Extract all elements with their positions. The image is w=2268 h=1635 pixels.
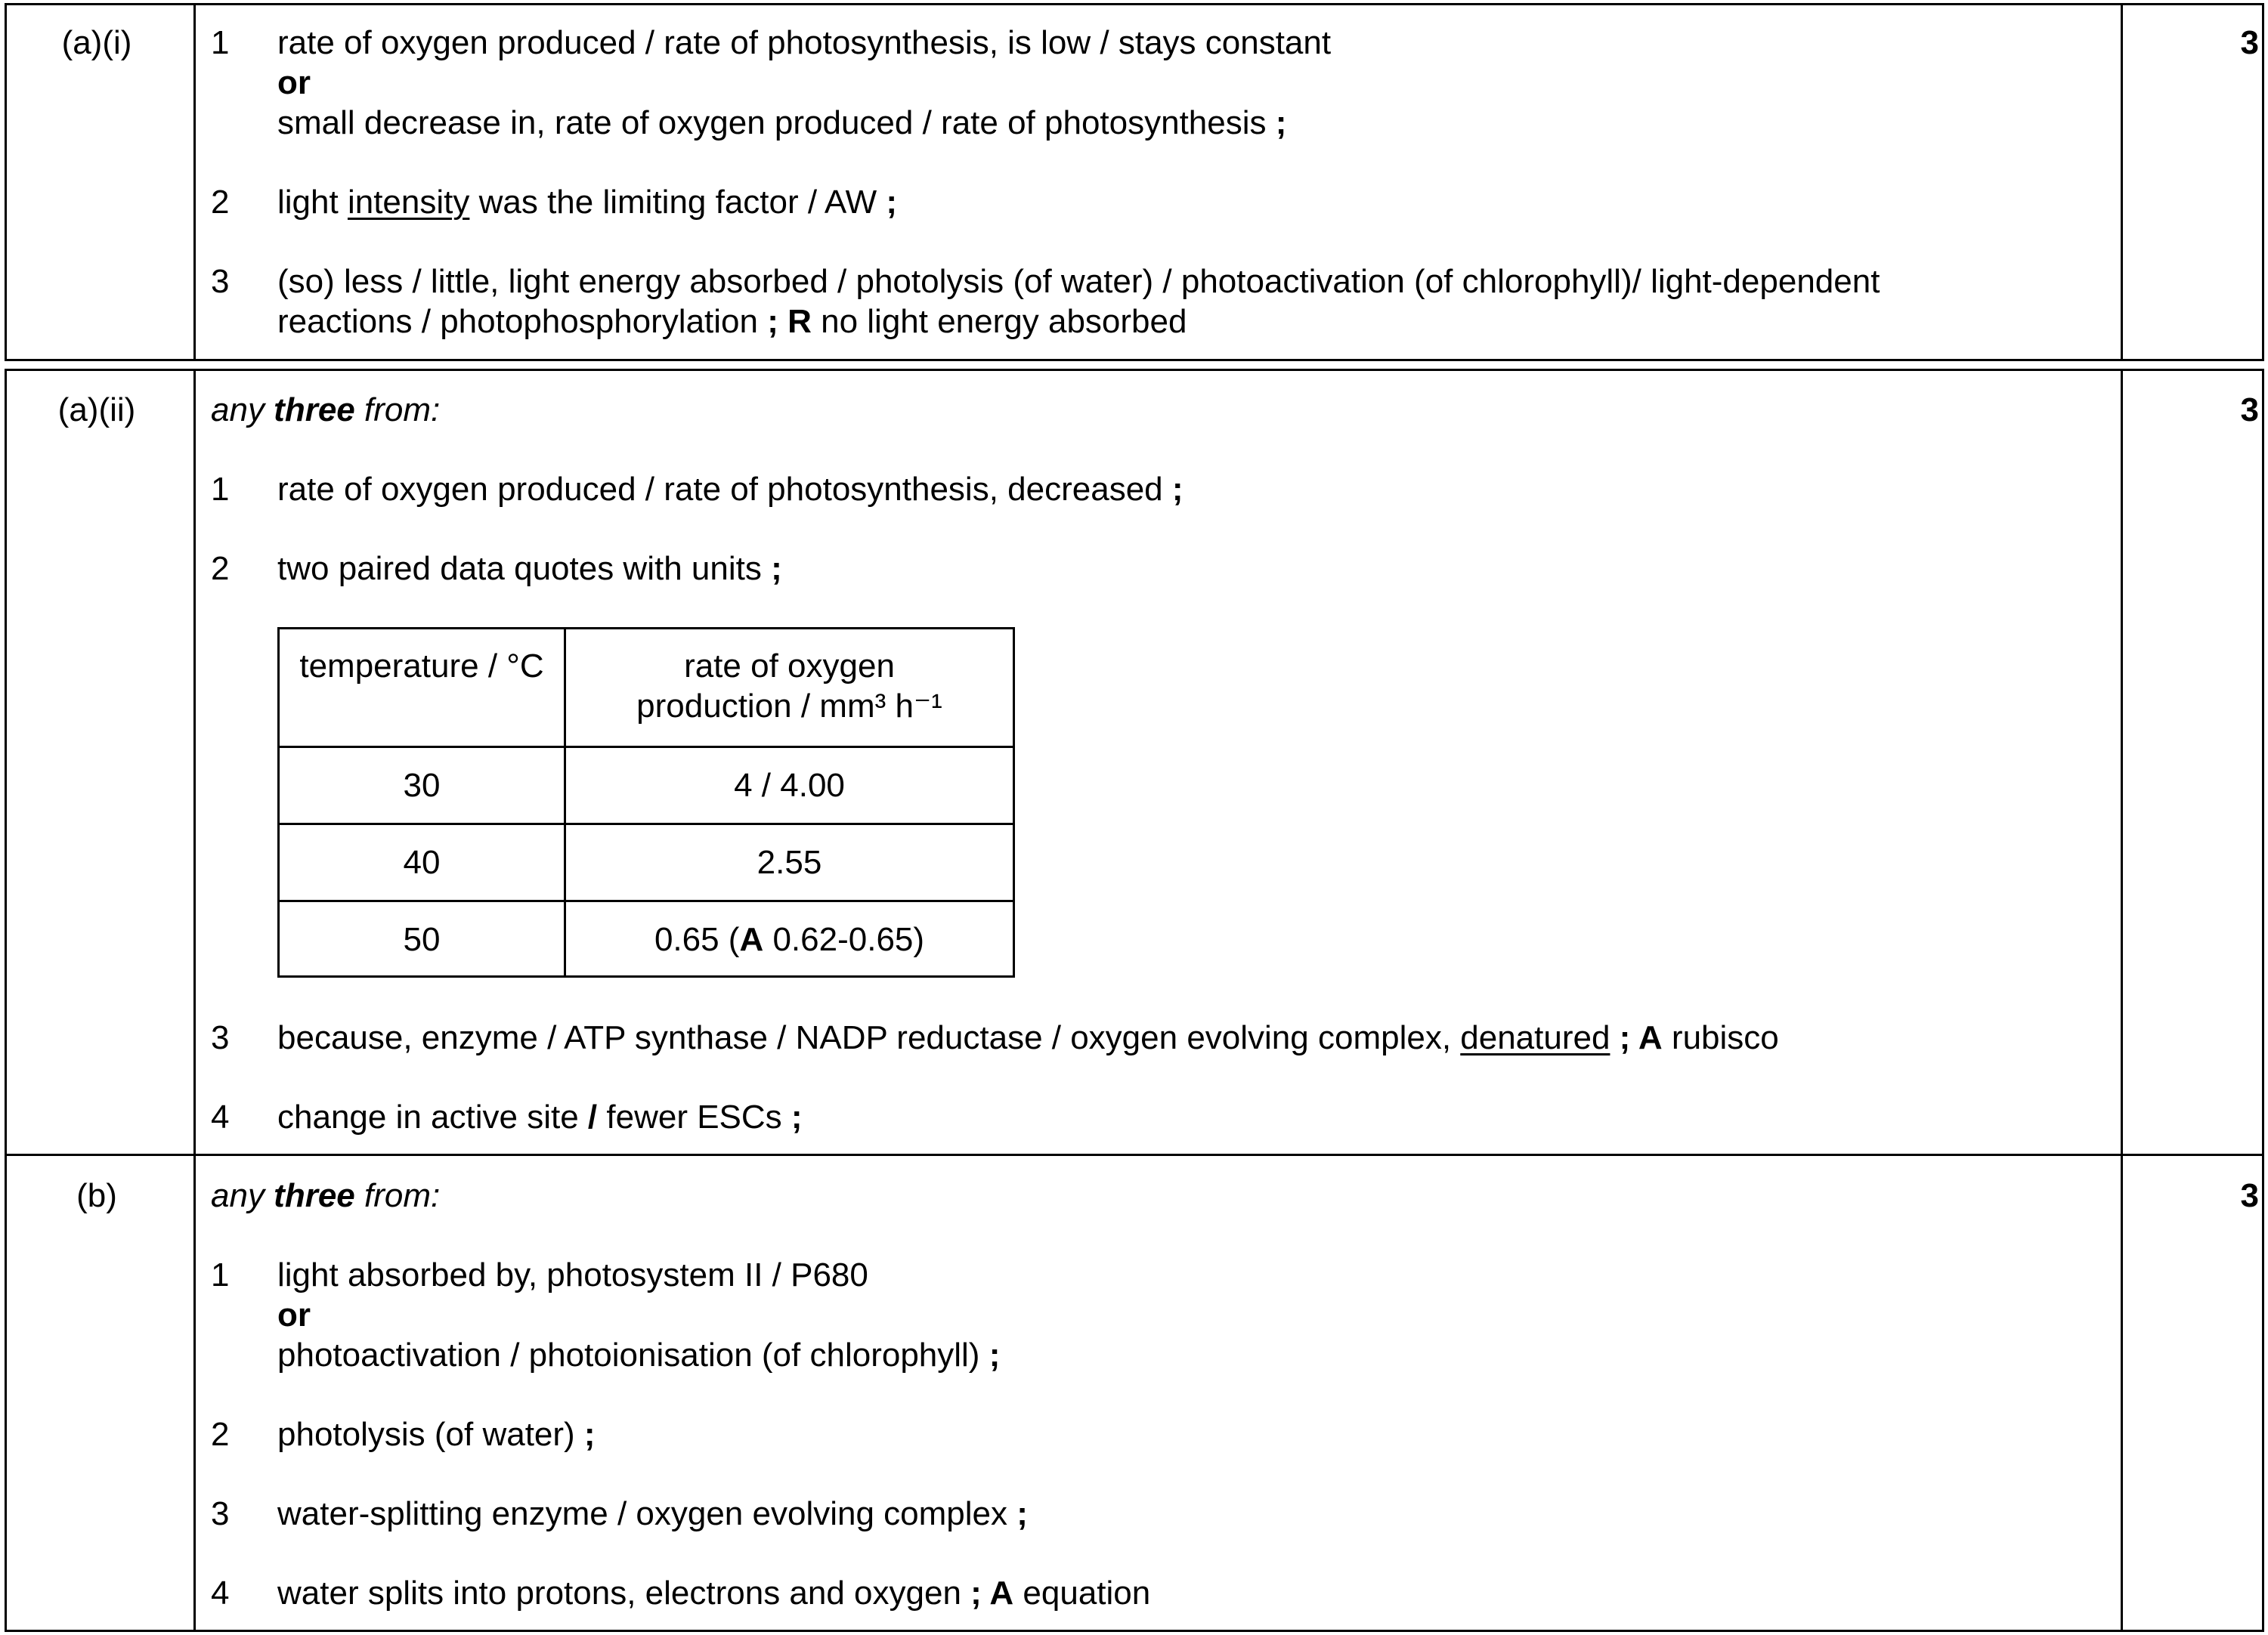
point-text: rate of oxygen produced / rate of photosynthesis, decreased ; xyxy=(277,471,1184,508)
point-number: 1 xyxy=(211,24,230,61)
point-number: 2 xyxy=(211,550,230,587)
divider xyxy=(193,369,196,1632)
point-text: small decrease in, rate of oxygen produced / rate of photosynthesis ; xyxy=(277,104,1287,141)
data-table xyxy=(277,627,1015,978)
point-number: 1 xyxy=(211,1256,230,1293)
table-cell: 4 / 4.00 xyxy=(734,767,845,804)
point-text: (so) less / little, light energy absorbed / photolysis (of water) / photoactivation (of chlorophyll)/ light-dependent xyxy=(277,263,1880,300)
table-divider xyxy=(280,900,1013,902)
point-text: change in active site / fewer ESCs ; xyxy=(277,1099,803,1136)
or-label: or xyxy=(277,1297,311,1334)
point-number: 2 xyxy=(211,1416,230,1453)
point-text: because, enzyme / ATP synthase / NADP reductase / oxygen evolving complex, denatured ; A rubisco xyxy=(277,1019,1779,1056)
point-text: water-splitting enzyme / oxygen evolving complex ; xyxy=(277,1495,1028,1532)
table-cell: 2.55 xyxy=(757,844,822,881)
table-divider xyxy=(280,746,1013,748)
point-text: light absorbed by, photosystem II / P680 xyxy=(277,1256,868,1293)
question-number: (a)(i) xyxy=(61,24,132,61)
section-divider xyxy=(5,1154,2264,1156)
divider xyxy=(2121,3,2123,361)
mark-value: 3 xyxy=(2240,24,2259,61)
point-text: reactions / photophosphorylation ; R no light energy absorbed xyxy=(277,303,1187,340)
table-cell: 0.65 (A 0.62-0.65) xyxy=(654,921,925,958)
divider xyxy=(193,3,196,361)
point-number: 3 xyxy=(211,1495,230,1532)
question-number: (a)(ii) xyxy=(57,391,136,428)
table-cell: 50 xyxy=(403,921,441,958)
intro-text: any three from: xyxy=(211,391,441,428)
mark-value: 3 xyxy=(2240,391,2259,428)
table-header: temperature / °C xyxy=(299,648,544,685)
mark-value: 3 xyxy=(2240,1177,2259,1214)
point-number: 4 xyxy=(211,1575,230,1612)
divider xyxy=(2121,369,2123,1632)
table-cell: 40 xyxy=(403,844,441,881)
point-number: 2 xyxy=(211,184,230,221)
table-cell: 30 xyxy=(403,767,441,804)
point-number: 4 xyxy=(211,1099,230,1136)
point-text: rate of oxygen produced / rate of photosynthesis, is low / stays constant xyxy=(277,24,1332,61)
table-header: production / mm³ h⁻¹ xyxy=(636,688,942,725)
point-text: water splits into protons, electrons and oxygen ; A equation xyxy=(277,1575,1151,1612)
point-text: photolysis (of water) ; xyxy=(277,1416,596,1453)
or-label: or xyxy=(277,64,311,101)
point-text: photoactivation / photoionisation (of chlorophyll) ; xyxy=(277,1337,1001,1374)
point-number: 3 xyxy=(211,263,230,300)
point-text: light intensity was the limiting factor / AW ; xyxy=(277,184,898,221)
table-divider xyxy=(280,823,1013,825)
point-number: 3 xyxy=(211,1019,230,1056)
point-number: 1 xyxy=(211,471,230,508)
intro-text: any three from: xyxy=(211,1177,441,1214)
question-number: (b) xyxy=(76,1177,117,1214)
table-header: rate of oxygen xyxy=(684,648,895,685)
point-text: two paired data quotes with units ; xyxy=(277,550,782,587)
